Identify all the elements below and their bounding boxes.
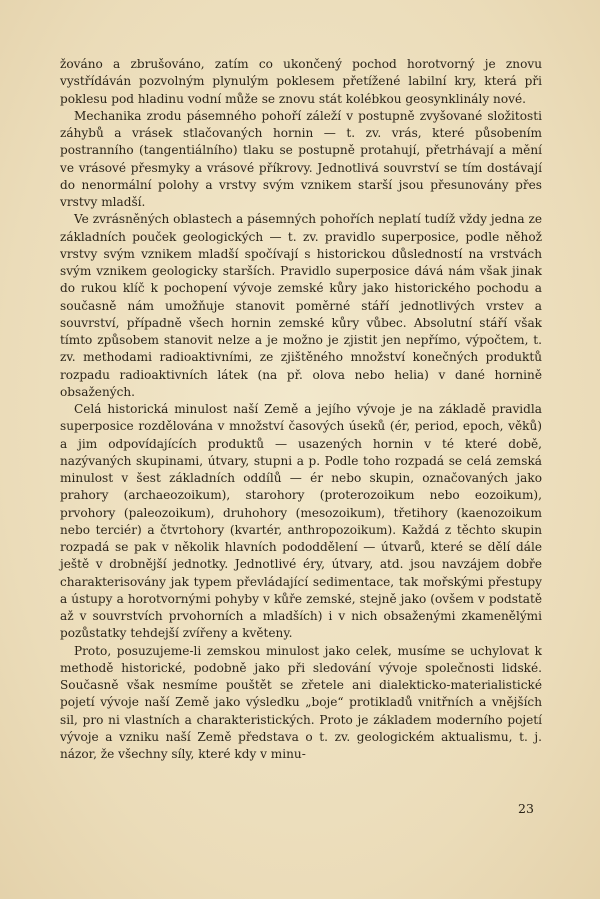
paragraph-superposice: Ve zvrásněných oblastech a pásemných pohořích neplatí tudíž vždy jedna ze základních pouček geologických — t. zv. pravidlo superposice, podle něhož vrstvy svým vznikem mladší spočívají s historickou důsledností na vrstvách svým vznikem geologicky starších. Pravidlo superposice dává nám však jinak do rukou klíč k pochopení vývoje zemské kůry jako historického pochodu a současně nám umožňuje stanovit poměrné stáří jednotlivých vrstev a souvrství, případně všech hornin zemské kůry vůbec. Absolutní stáří však tímto způsobem stanovit nelze a je možno je zjistit jen nepřímo, výpočtem, t. zv. methodami radioaktivními, ze zjištěného množství konečných produktů rozpadu radioaktivních látek (na př. olova nebo helia) v dané hornině obsažených. bbox=[60, 212, 542, 399]
paragraph-historicka-minulost: Celá historická minulost naší Země a jejího vývoje je na základě pravidla superposice rozdělována v množství časových úseků (ér, period, epoch, věků) a jim odpovídajících produktů — usazených hornin v té které době, nazývaných skupinami, útvary, stupni a p. Podle toho rozpadá se celá zemská minulost v šest základních oddílů — ér nebo skupin, označovaných jako prahory (archaeozoikum), starohory (proterozoikum nebo eozoikum), prvohory (paleozoikum), druhohory (mesozoikum), třetihory (kaenozoikum nebo terciér) a čtvrtohory (kvartér, anthropozoikum). Každá z těchto skupin rozpadá se pak v několik hlavních pododdělení — útvarů, které se dělí dále ještě v drobnější jednotky. Jednotlivé éry, útvary, atd. jsou navzájem dobře charakterisovány jak typem převládající sedimentace, tak mořskými přestupy a ústupy a horotvornými pohyby v kůře zemské, stejně jako (ovšem v podstatě až v souvrstvích prvohorních a mladších) i v nich obsaženými zkamenělými pozůstatky tehdejší zvířeny a květeny. bbox=[60, 402, 542, 641]
paragraph-continuation: žováno a zbrušováno, zatím co ukončený pochod horotvorný je znovu vystřídáván pozvolným plynulým poklesem přetížené labilní kry, která při poklesu pod hladinu vodní může se znovu stát kolébkou geosynklinály nové. bbox=[60, 57, 542, 106]
body-text bbox=[60, 56, 542, 763]
paragraph-aktualismus: Proto, posuzujeme-li zemskou minulost jako celek, musíme se uchylovat k methodě historické, podobně jako při sledování vývoje společnosti lidské. Současně však nesmíme pouštět se zřetele ani dialekticko-materialistické pojetí vývoje naší Země jako výsledku „boje“ protikladů vnitřních a vnějších sil, pro ni vlastních a charakteristických. Proto je základem moderního pojetí vývoje a vzniku naší Země představa o t. zv. geologickém aktualismu, t. j. názor, že všechny síly, které kdy v minu- bbox=[60, 643, 542, 761]
page-number: 23 bbox=[518, 801, 534, 816]
paragraph-mechanika: Mechanika zrodu pásemného pohoří záleží v postupně zvyšované složitosti záhybů a vrásek stlačovaných hornin — t. zv. vrás, které působením postranního (tangentiálního) tlaku se postupně protahují, přetrhávají a mění ve vrásové přesmyky a vrásové příkrovy. Jednotlivá souvrství se tím dostávají do nenormální polohy a vrstvy svým vznikem starší jsou přesunovány přes vrstvy mladší. bbox=[60, 108, 542, 209]
